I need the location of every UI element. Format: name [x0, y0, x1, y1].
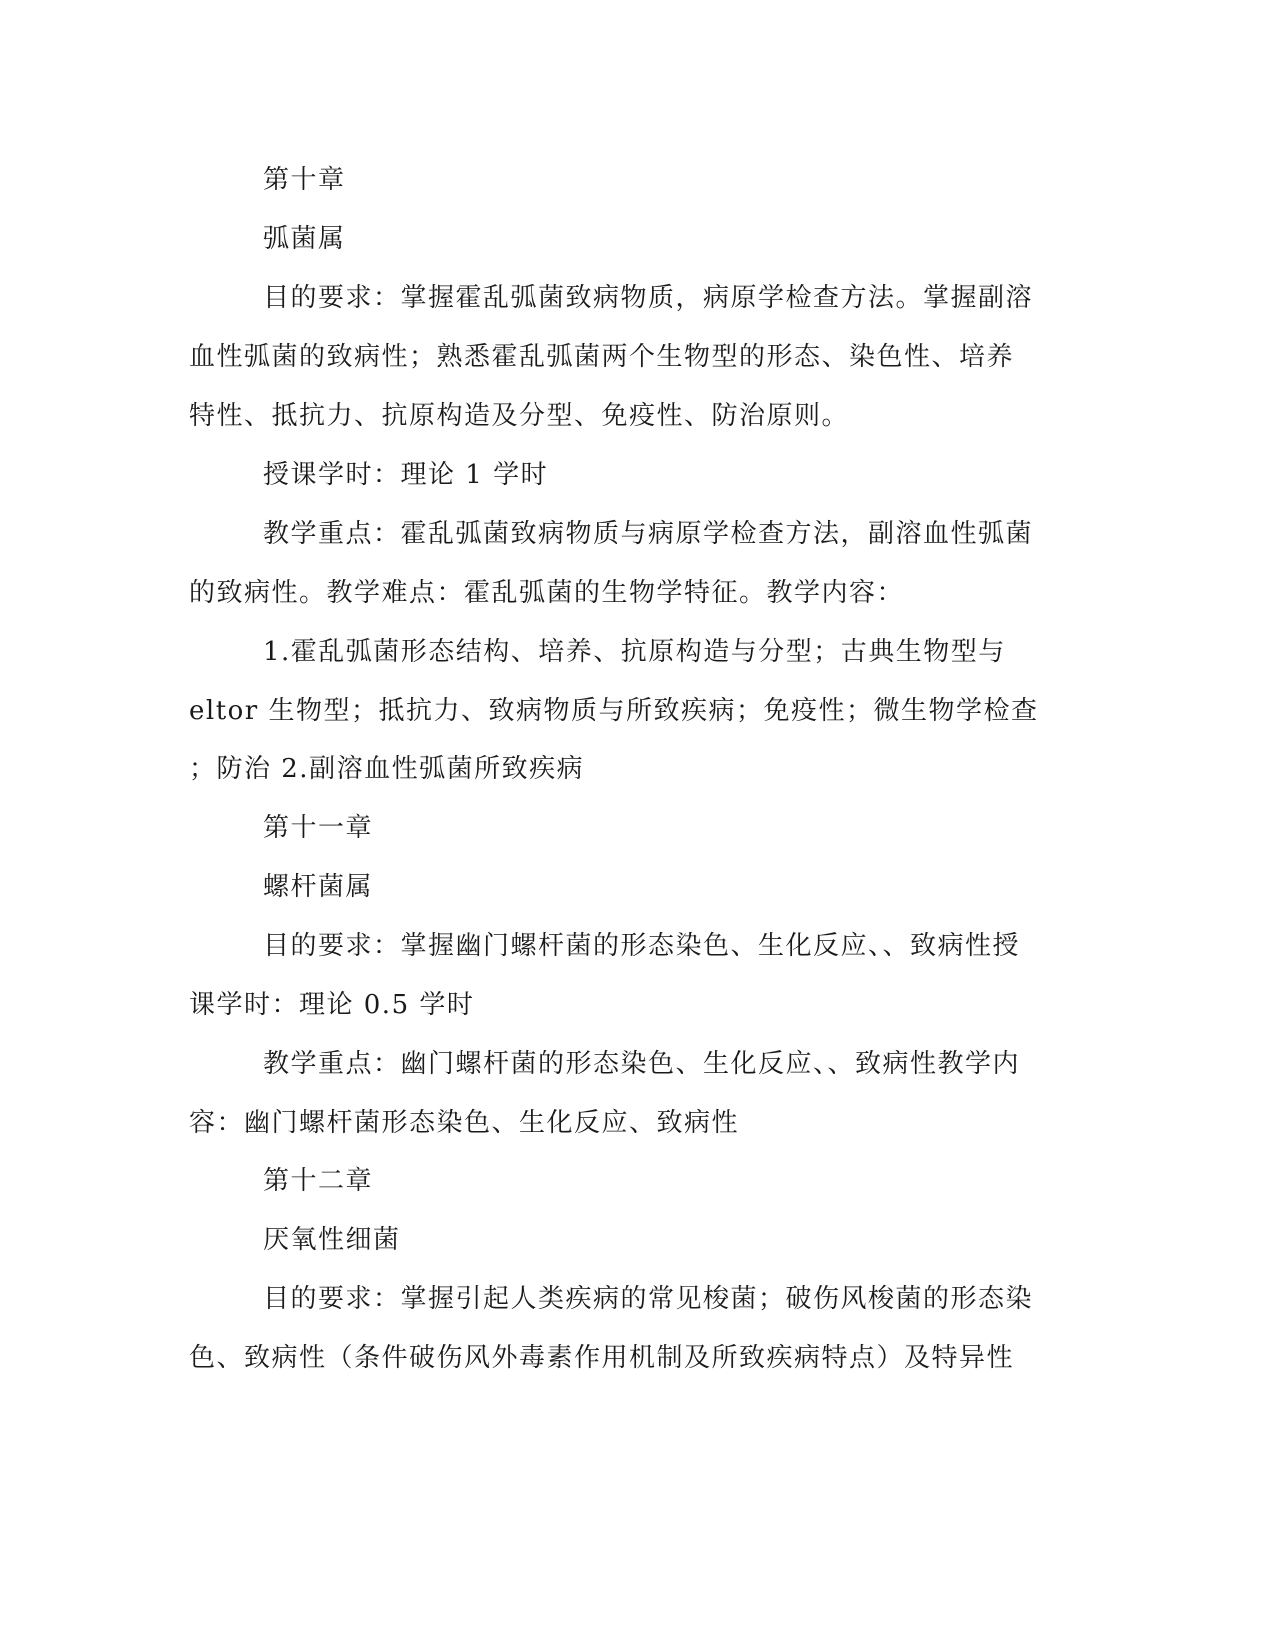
paragraph-line: 目的要求：掌握霍乱弧菌致病物质，病原学检查方法。掌握副溶	[263, 283, 1034, 313]
paragraph-line: 色、致病性（条件破伤风外毒素作用机制及所致疾病特点）及特异性	[189, 1343, 1015, 1373]
chapter-12-title: 厌氧性细菌	[263, 1225, 401, 1255]
paragraph-line: 的致病性。教学难点：霍乱弧菌的生物学特征。教学内容：	[189, 578, 905, 608]
paragraph-line: eltor 生物型；抵抗力、致病物质与所致疾病；免疫性；微生物学检查	[189, 696, 1039, 726]
chapter-10-heading: 第十章	[263, 165, 346, 195]
paragraph-line: 教学重点：霍乱弧菌致病物质与病原学检查方法，副溶血性弧菌	[263, 519, 1034, 549]
chapter-11-heading: 第十一章	[263, 813, 374, 843]
chapter-10-title: 弧菌属	[263, 224, 346, 254]
paragraph-line: 特性、抵抗力、抗原构造及分型、免疫性、防治原则。	[189, 401, 850, 431]
paragraph-line: 课学时：理论 0.5 学时	[189, 990, 475, 1020]
paragraph-line: 目的要求：掌握幽门螺杆菌的形态染色、生化反应、、致病性授	[263, 931, 1021, 961]
chapter-11-title: 螺杆菌属	[263, 872, 374, 902]
paragraph-line: 目的要求：掌握引起人类疾病的常见梭菌；破伤风梭菌的形态染	[263, 1284, 1034, 1314]
paragraph-line: ；防治 2.副溶血性弧菌所致疾病	[189, 754, 585, 784]
paragraph-line: 1.霍乱弧菌形态结构、培养、抗原构造与分型；古典生物型与	[263, 637, 1006, 667]
paragraph-line: 容：幽门螺杆菌形态染色、生化反应、致病性	[189, 1108, 740, 1138]
paragraph-line: 教学重点：幽门螺杆菌的形态染色、生化反应、、致病性教学内	[263, 1049, 1021, 1079]
chapter-12-heading: 第十二章	[263, 1166, 374, 1196]
paragraph-line: 血性弧菌的致病性；熟悉霍乱弧菌两个生物型的形态、染色性、培养	[189, 342, 1015, 372]
paragraph-line: 授课学时：理论 1 学时	[263, 460, 549, 490]
